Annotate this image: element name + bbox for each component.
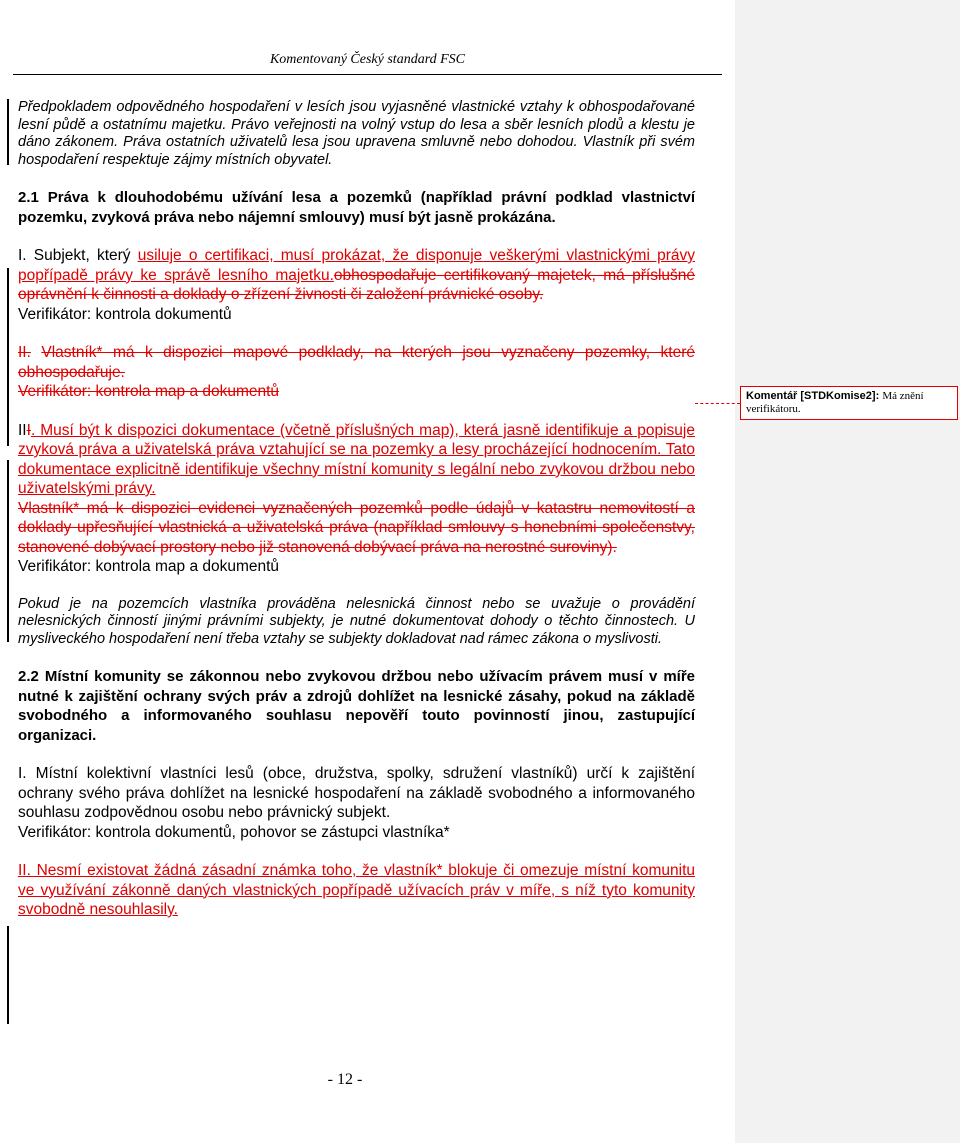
document-body [18,99,695,920]
intro-paragraph: Předpokladem odpovědného hospodaření v lesích jsou vyjasněné vlastnické vztahy k obhospodařované lesní půdě a ostatnímu majetku. Právo veřejnosti na volný vstup do lesa a sběr lesních plodů a klestu je dáno zákonem. Práva ostatních uživatelů lesa jsou upravena smluvně nebo dohodou. Vlastník při svém hospodaření respektuje zájmy místních obyvatel. [18,99,695,168]
comment-text: Má znění verifikátoru. [746,390,924,415]
comment-balloon[interactable] [740,386,958,420]
indicator-2-1-ii-deleted [18,343,695,382]
deleted-number: I [26,421,31,439]
page-number: - 12 - [327,1071,363,1088]
change-bar [7,926,9,1024]
criterion-2-1-heading: 2.1 Práva k dlouhodobému užívání lesa a pozemků (například právní podklad vlastnictví pozemku, zvyková práva nebo nájemní smlouvy) musí být jasně prokázána. [18,189,695,226]
change-bar [7,460,9,642]
indicator-2-1-i [18,246,695,305]
comment-connector [695,403,740,404]
criterion-2-2-heading: 2.2 Místní komunity se zákonnou nebo zvykovou držbou nebo užívacím právem musí v míře nutné k zajištění ochrany svých práv a zdrojů dohlížet na lesnické zásahy, pokud na základě svobodného a informovaného souhlasu nepověří touto povinností jinou, zastupující organizaci. [18,668,695,744]
indicator-2-2-i: I. Místní kolektivní vlastníci lesů (obce, družstva, spolky, sdružení vlastníků) určí k zajištění ochrany svého práva dohlížet na lesnické hospodaření na základě svobodného a informovaného souhlasu zodpovědnou osobu nebo právnický subjekt. [18,765,695,821]
deleted-text: Vlastník* má k dispozici mapové podklady, na kterých jsou vyznačeny pozemky, které obhospodařuje. [18,344,696,381]
indicator-2-1-iii [18,421,695,499]
verifier-2-2-i: Verifikátor: kontrola dokumentů, pohovor se zástupci vlastníka* [18,823,450,841]
comment-margin-pane [735,0,960,1143]
inserted-text: . Musí být k dispozici dokumentace (včetně příslušných map), která jasně identifikuje a popisuje zvyková práva a uživatelská práva vztahující se na pozemky a lesy procházející hodnocením. Tato dokumentace explicitně identifikuje všechny místní komunity s legální nebo zvykovou držbou nebo uživatelskými právy. [18,421,695,497]
indicator-prefix: I. Subjekt, který [18,247,138,264]
change-bar [7,268,9,446]
note-paragraph: Pokud je na pozemcích vlastníka prováděna nelesnická činnost nebo se uvažuje o provádění nelesnických činností jinými právními subjekty, je nutné dokumentovat dohody o těchto činnostech. U mysliveckého hospodaření není třeba vztahy se subjekty dokladovat nad rámec zákona o myslivosti. [18,595,695,647]
indicator-number: II [18,421,27,439]
verifier-2-1-i: Verifikátor: kontrola dokumentů [18,305,232,323]
header-rule [13,74,722,75]
deleted-number: II. [18,344,31,361]
inserted-text: usiluje o certifikaci, musí prokázat, že disponuje veškerými vlastnickými právy popřípadě právy ke správě lesního majetku. [18,247,695,284]
change-bar [7,99,9,165]
verifier-2-1-iii: Verifikátor: kontrola map a dokumentů [18,558,280,575]
deleted-text: obhospodařuje certifikovaný majetek, má příslušné oprávnění k činnosti a doklady o zřízení živnosti či založení právnické osoby. [18,266,695,303]
verifier-2-1-ii-deleted: Verifikátor: kontrola map a dokumentů [18,383,280,400]
page-header: Komentovaný Český standard FSC [269,52,466,67]
indicator-2-2-ii: II. Nesmí existovat žádná zásadní známka toho, že vlastník* blokuje či omezuje místní komunitu ve využívání zákonně daných vlastnických popřípadě užívacích práv v míře, s níž tyto komunity svobodně nesouhlasily. [18,862,695,918]
deleted-text: Vlastník* má k dispozici evidenci vyznačených pozemků podle údajů v katastru nemovitostí a doklady upřesňující vlastnická a uživatelská práva (například smlouvy s honebními společenstvy, stanovené dobývací prostory nebo již stanovená dobývací práva na nerostné suroviny). [18,499,695,556]
comment-author: Komentář [STDKomise2]: [746,390,880,402]
